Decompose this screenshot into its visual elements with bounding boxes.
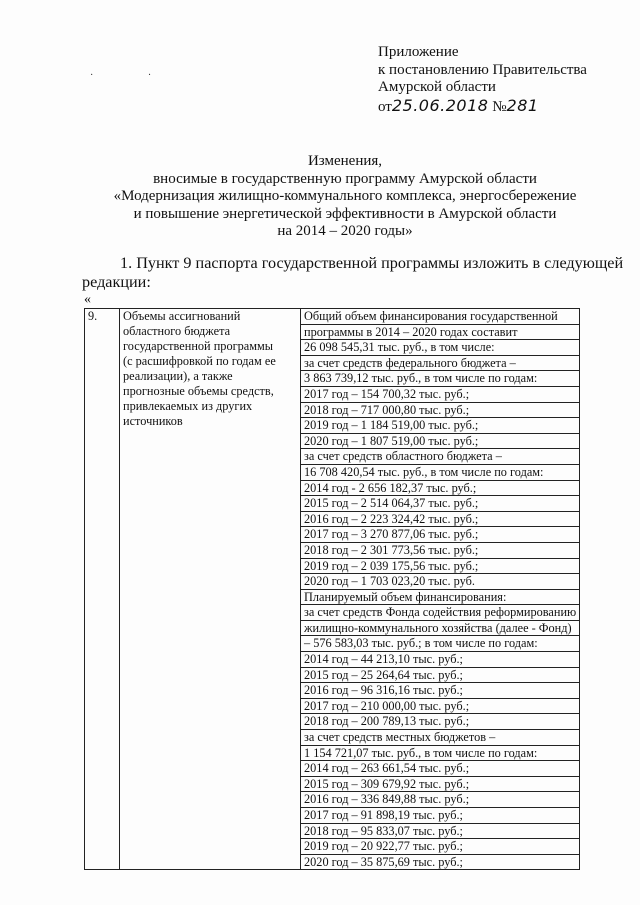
open-quote: « — [84, 292, 91, 307]
value-line: 2016 год – 96 316,16 тыс. руб.; — [301, 683, 579, 699]
date-handwritten: 25.06.2018 — [391, 95, 489, 115]
value-line: 2017 год – 154 700,32 тыс. руб.; — [301, 387, 579, 403]
value-line: 2019 год – 2 039 175,56 тыс. руб.; — [301, 559, 579, 575]
document-title — [40, 153, 640, 241]
value-line: 2016 год – 336 849,88 тыс. руб.; — [301, 792, 579, 808]
paragraph-line-2: редакции: — [82, 273, 151, 291]
value-line: 2017 год – 3 270 877,06 тыс. руб.; — [301, 527, 579, 543]
amendment-paragraph — [82, 254, 624, 292]
value-line: 2015 год – 25 264,64 тыс. руб.; — [301, 668, 579, 684]
value-line: 1 154 721,07 тыс. руб., в том числе по годам: — [301, 746, 579, 762]
value-line: 16 708 420,54 тыс. руб., в том числе по годам: — [301, 465, 579, 481]
purpose-line: государственной программы — [123, 339, 274, 353]
appendix-region-line: Амурской области — [378, 79, 496, 95]
value-line: 2014 год – 263 661,54 тыс. руб.; — [301, 761, 579, 777]
value-line: 2020 год – 35 875,69 тыс. руб.; — [304, 854, 463, 869]
appendix-label: Приложение — [378, 44, 459, 60]
value-line: 2020 год – 1 703 023,20 тыс. руб. — [301, 574, 579, 590]
value-line: 2018 год – 2 301 773,56 тыс. руб.; — [301, 543, 579, 559]
appendix-date-number-line — [378, 97, 587, 117]
value-line: жилищно-коммунального хозяйства (далее - Фонд) — [301, 621, 579, 637]
value-line: Общий объем финансирования государственной — [301, 309, 579, 325]
value-line: 2015 год – 309 679,92 тыс. руб.; — [301, 777, 579, 793]
purpose-line: прогнозные объемы средств, — [123, 384, 274, 398]
appendix-decree-line: к постановлению Правительства — [378, 61, 587, 78]
purpose-line: областного бюджета — [123, 324, 231, 338]
title-line-5: на 2014 – 2020 годы» — [277, 223, 413, 239]
paragraph-line-1: 1. Пункт 9 паспорта государственной программы изложить в следующей — [120, 254, 624, 272]
value-line: – 576 583,03 тыс. руб.; в том числе по годам: — [301, 636, 579, 652]
scan-specks: · · — [90, 70, 178, 81]
value-line: 2018 год – 717 000,80 тыс. руб.; — [301, 403, 579, 419]
value-line: 2020 год – 1 807 519,00 тыс. руб.; — [301, 434, 579, 450]
title-line-1: Изменения, — [307, 153, 383, 169]
value-line: Планируемый объем финансирования: — [301, 590, 579, 606]
value-line: 26 098 545,31 тыс. руб., в том числе: — [301, 340, 579, 356]
value-cell — [301, 309, 580, 870]
purpose-line: Объемы ассигнований — [123, 309, 241, 323]
value-line: за счет средств Фонда содействия реформированию — [301, 605, 579, 621]
value-line: 2014 год – 44 213,10 тыс. руб.; — [301, 652, 579, 668]
value-line: 2018 год – 95 833,07 тыс. руб.; — [301, 824, 579, 840]
title-line-4: и повышение энергетической эффективности в Амурской области — [133, 205, 557, 222]
passport-table — [84, 308, 580, 870]
value-line: 3 863 739,12 тыс. руб., в том числе по годам: — [301, 371, 579, 387]
value-line: 2017 год – 210 000,00 тыс. руб.; — [301, 699, 579, 715]
table-row — [85, 309, 580, 870]
value-line: 2019 год – 20 922,77 тыс. руб.; — [301, 839, 579, 855]
number-handwritten: 281 — [506, 95, 539, 115]
purpose-cell — [120, 309, 301, 870]
value-line: 2019 год – 1 184 519,00 тыс. руб.; — [301, 418, 579, 434]
appendix-header — [378, 44, 587, 116]
value-line: за счет средств местных бюджетов – — [301, 730, 579, 746]
value-line: 2018 год – 200 789,13 тыс. руб.; — [301, 714, 579, 730]
value-line: за счет средств федерального бюджета – — [301, 356, 579, 372]
title-line-3: «Модернизация жилищно-коммунального комплекса, энергосбережение — [113, 188, 577, 204]
value-line: 2017 год – 91 898,19 тыс. руб.; — [301, 808, 579, 824]
title-line-2: вносимые в государственную программу Амурской области — [153, 170, 537, 187]
value-line: 2015 год – 2 514 064,37 тыс. руб.; — [301, 496, 579, 512]
value-line: 2014 год - 2 656 182,37 тыс. руб.; — [301, 481, 579, 497]
purpose-line: (с расшифровкой по годам ее — [123, 354, 276, 368]
purpose-line: реализации), а также — [123, 369, 233, 383]
value-line: программы в 2014 – 2020 годах составит — [301, 325, 579, 341]
number-prefix: № — [492, 98, 507, 115]
date-prefix: от — [378, 98, 392, 115]
value-line: 2016 год – 2 223 324,42 тыс. руб.; — [301, 512, 579, 528]
purpose-line: источников — [123, 414, 183, 428]
purpose-line: привлекаемых из других — [123, 399, 253, 413]
value-line: за счет средств областного бюджета – — [301, 449, 579, 465]
item-number-cell: 9. — [85, 309, 120, 870]
